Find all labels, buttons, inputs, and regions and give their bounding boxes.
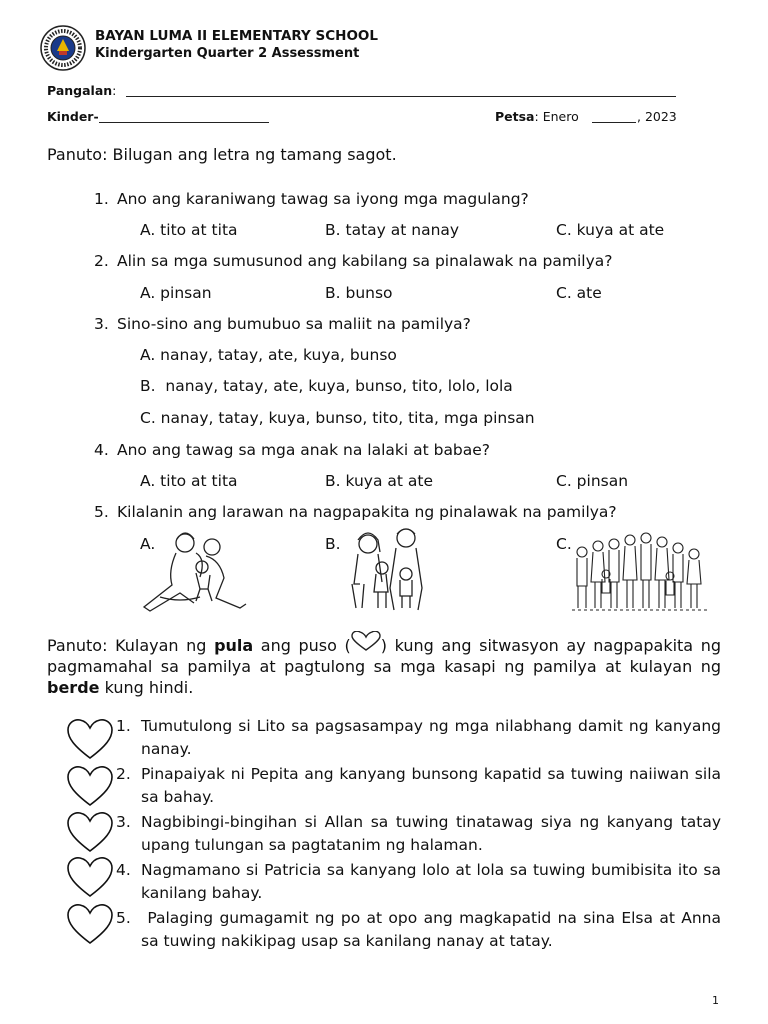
question-3-choice-c[interactable]: C. nanay, tatay, kuya, bunso, tito, tita, mga pinsan (140, 409, 535, 427)
question-2-text: Alin sa mga sumusunod ang kabilang sa pinalawak na pamilya? (117, 252, 613, 270)
question-3-number: 3. (94, 315, 109, 333)
family-picture-b[interactable] (342, 524, 438, 612)
heart-icon-5[interactable] (66, 903, 114, 949)
school-name: BAYAN LUMA II ELEMENTARY SCHOOL (95, 28, 379, 44)
situation-number: 2. (116, 765, 131, 783)
situation-text: Palaging gumagamit ng po at opo ang magkapatid na sina Elsa at Anna sa tuwing nakikipag usap sa kanilang nanay at tatay. (141, 909, 726, 950)
situation-number: 5. (116, 909, 131, 927)
question-3-choice-b[interactable]: B. nanay, tatay, ate, kuya, bunso, tito, lolo, lola (140, 377, 513, 395)
question-1-choice-b[interactable]: B. tatay at nanay (325, 221, 460, 239)
question-4-text: Ano ang tawag sa mga anak na lalaki at babae? (117, 441, 491, 459)
question-4-choice-b[interactable]: B. kuya at ate (325, 472, 434, 490)
date-day-line[interactable] (592, 122, 636, 123)
question-5-choice-b[interactable]: B. (325, 535, 341, 553)
name-field-label: Pangalan: (47, 83, 117, 98)
question-2-choice-b[interactable]: B. bunso (325, 284, 393, 302)
question-1-choice-c[interactable]: C. kuya at ate (556, 221, 665, 239)
question-2-choice-a[interactable]: A. pinsan (140, 284, 212, 302)
situation-text: Tumutulong si Lito sa pagsasampay ng mga nilabhang damit ng kanyang nanay. (141, 717, 721, 758)
question-4-choice-c[interactable]: C. pinsan (556, 472, 629, 490)
situation-number: 3. (116, 813, 131, 831)
question-5-choice-a[interactable]: A. (140, 535, 156, 553)
situation-item-1 (116, 715, 721, 761)
question-4-choice-a[interactable]: A. tito at tita (140, 472, 238, 490)
question-2-number: 2. (94, 252, 109, 270)
inline-heart-icon (351, 634, 381, 650)
heart-icon-2[interactable] (66, 765, 114, 811)
question-5-text: Kilalanin ang larawan na nagpapakita ng pinalawak na pamilya? (117, 503, 617, 521)
situation-text: Nagbibingi-bingihan si Allan sa tuwing tinatawag siya ng kanyang tatay upang tulungan sa pagtatanim ng halaman. (141, 813, 721, 854)
heart-icon-3[interactable] (66, 811, 114, 857)
question-5-choice-c[interactable]: C. (556, 535, 572, 553)
situation-item-2 (116, 763, 721, 809)
name-field-line[interactable] (126, 96, 676, 97)
question-3-text: Sino-sino ang bumubuo sa maliit na pamilya? (117, 315, 471, 333)
situation-number: 4. (116, 861, 131, 879)
family-picture-c[interactable] (570, 524, 710, 614)
question-1-number: 1. (94, 190, 109, 208)
page-number: 1 (712, 994, 719, 1007)
heart-icon-4[interactable] (66, 856, 114, 902)
question-5-number: 5. (94, 503, 109, 521)
question-2-choice-c[interactable]: C. ate (556, 284, 602, 302)
school-seal (40, 25, 86, 71)
question-3-choice-a[interactable]: A. nanay, tatay, ate, kuya, bunso (140, 346, 397, 364)
date-field: Petsa: Enero (495, 109, 579, 124)
situation-item-4 (116, 859, 721, 905)
situation-text: Nagmamano si Patricia sa kanyang lolo at lola sa tuwing bumibisita ito sa kanilang bahay. (141, 861, 721, 902)
situation-number: 1. (116, 717, 131, 735)
part1-instruction: Panuto: Bilugan ang letra ng tamang sagot. (47, 145, 397, 164)
situation-item-3 (116, 811, 721, 857)
heart-icon-1[interactable] (66, 718, 114, 764)
situation-text: Pinapaiyak ni Pepita ang kanyang bunsong kapatid sa tuwing naiiwan sila sa bahay. (141, 765, 721, 806)
question-1-text: Ano ang karaniwang tawag sa iyong mga magulang? (117, 190, 529, 208)
situation-item-5 (116, 907, 726, 953)
assessment-title: Kindergarten Quarter 2 Assessment (95, 46, 360, 61)
class-field-line[interactable] (99, 122, 269, 123)
question-4-number: 4. (94, 441, 109, 459)
date-year: , 2023 (637, 109, 677, 124)
question-1-choice-a[interactable]: A. tito at tita (140, 221, 238, 239)
class-field-label: Kinder- (47, 109, 99, 124)
family-picture-a[interactable] (140, 527, 265, 615)
part2-instruction: Panuto: Kulayan ng pula ang puso ( ) kung ang sitwasyon ay nagpapakita ng pagmamahal sa pamilya at pagtulong sa mga kasapi ng pamilya at kulayan ng berde kung hindi. (47, 634, 721, 698)
